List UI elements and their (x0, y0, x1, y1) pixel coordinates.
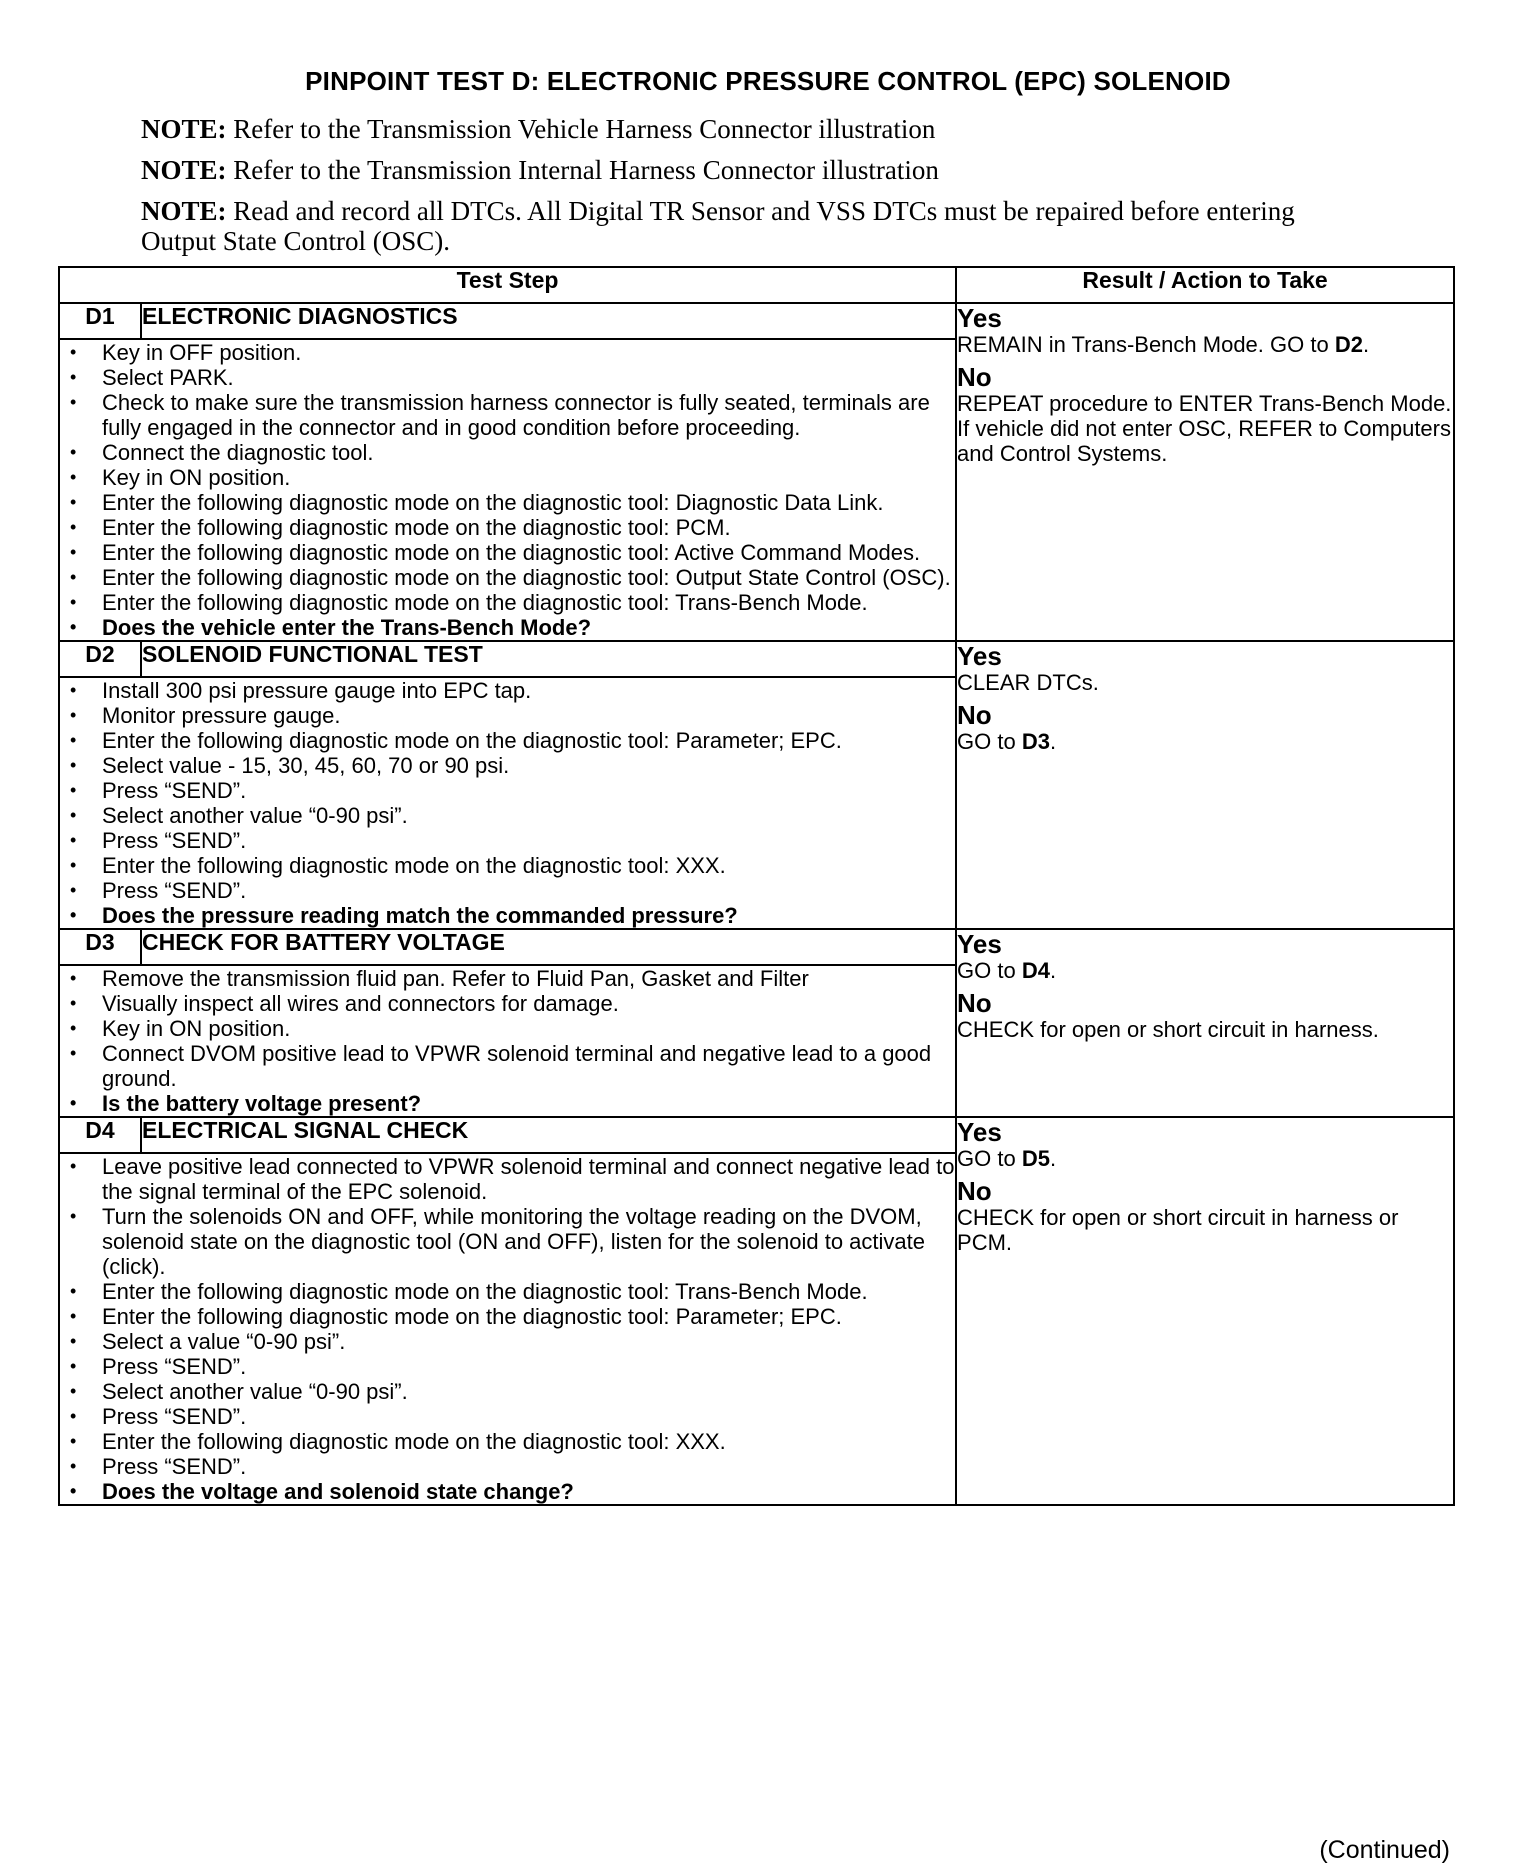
no-action-end: . (1049, 729, 1057, 754)
yes-action (957, 332, 1453, 357)
step-name: ELECTRONIC DIAGNOSTICS (141, 303, 956, 339)
step-instructions (59, 677, 956, 929)
no-action (957, 729, 1453, 754)
no-label: No (957, 1176, 992, 1206)
continued-label: (Continued) (1319, 1836, 1450, 1864)
step-question: • Does the vehicle enter the Trans-Bench Mode? (60, 615, 955, 640)
step-bullet: • Check to make sure the transmission harness connector is fully seated, terminals are fully engaged in the connector and in good condition before proceeding. (60, 390, 955, 440)
no-action (957, 391, 1453, 466)
step-bullet: • Enter the following diagnostic mode on the diagnostic tool: Trans-Bench Mode. (60, 590, 955, 615)
step-result (956, 1117, 1454, 1505)
step-name: ELECTRICAL SIGNAL CHECK (141, 1117, 956, 1153)
note-label: NOTE: (141, 196, 227, 226)
note-text: Refer to the Transmission Internal Harness Connector illustration (233, 155, 939, 185)
test-step-table (58, 266, 1455, 1506)
step-title-row (59, 1117, 1454, 1153)
header-result: Result / Action to Take (956, 267, 1454, 303)
table-header-row (59, 267, 1454, 303)
step-bullet-list (60, 966, 955, 1116)
no-action-text: CHECK for open or short circuit in harness or PCM. (957, 1205, 1399, 1255)
no-action (957, 1205, 1453, 1255)
steps-body (59, 303, 1454, 1505)
note-3 (141, 196, 1321, 256)
yes-action (957, 1146, 1453, 1171)
yes-label: Yes (957, 1117, 1002, 1147)
yes-action-text: GO to (957, 1146, 1016, 1171)
step-bullet: • Enter the following diagnostic mode on the diagnostic tool: Trans-Bench Mode. (60, 1279, 955, 1304)
step-id: D2 (59, 641, 141, 677)
step-name: SOLENOID FUNCTIONAL TEST (141, 641, 956, 677)
step-bullet: • Key in ON position. (60, 465, 955, 490)
yes-step-ref: D5 (1021, 1146, 1050, 1171)
step-bullet: • Press “SEND”. (60, 878, 955, 903)
step-bullet: • Enter the following diagnostic mode on the diagnostic tool: Parameter; EPC. (60, 728, 955, 753)
yes-step-ref: D4 (1021, 958, 1050, 983)
step-bullet: • Install 300 psi pressure gauge into EPC tap. (60, 678, 955, 703)
step-bullet: • Press “SEND”. (60, 1404, 955, 1429)
step-id: D4 (59, 1117, 141, 1153)
note-1 (141, 114, 1321, 144)
yes-action-text: GO to (957, 958, 1016, 983)
step-bullet: • Press “SEND”. (60, 1354, 955, 1379)
no-label: No (957, 988, 992, 1018)
step-result (956, 929, 1454, 1117)
step-bullet: • Press “SEND”. (60, 778, 955, 803)
step-bullet-list (60, 678, 955, 928)
note-text: Refer to the Transmission Vehicle Harness Connector illustration (233, 114, 936, 144)
yes-label: Yes (957, 303, 1002, 333)
step-bullet: • Select PARK. (60, 365, 955, 390)
step-instructions (59, 339, 956, 641)
step-bullet: • Connect the diagnostic tool. (60, 440, 955, 465)
step-bullet: • Enter the following diagnostic mode on the diagnostic tool: PCM. (60, 515, 955, 540)
step-bullet: • Key in ON position. (60, 1016, 955, 1041)
step-bullet: • Enter the following diagnostic mode on the diagnostic tool: Active Command Modes. (60, 540, 955, 565)
step-bullet: • Key in OFF position. (60, 340, 955, 365)
step-id: D1 (59, 303, 141, 339)
step-bullet: • Leave positive lead connected to VPWR solenoid terminal and connect negative lead to the signal terminal of the EPC solenoid. (60, 1154, 955, 1204)
note-2 (141, 155, 1321, 185)
page-title: PINPOINT TEST D: ELECTRONIC PRESSURE CONTROL (EPC) SOLENOID (305, 66, 1231, 96)
no-action-text: GO to (957, 729, 1016, 754)
yes-label: Yes (957, 929, 1002, 959)
yes-label: Yes (957, 641, 1002, 671)
step-bullet: • Turn the solenoids ON and OFF, while monitoring the voltage reading on the DVOM, solenoid state on the diagnostic tool (ON and OFF), listen for the solenoid to activate (click). (60, 1204, 955, 1279)
header-test-step: Test Step (59, 267, 956, 303)
step-bullet: • Press “SEND”. (60, 828, 955, 853)
step-question: • Does the voltage and solenoid state change? (60, 1479, 955, 1504)
yes-action (957, 670, 1453, 695)
step-question: • Is the battery voltage present? (60, 1091, 955, 1116)
step-bullet-list (60, 1154, 955, 1504)
step-result (956, 303, 1454, 641)
step-bullet: • Press “SEND”. (60, 1454, 955, 1479)
step-bullet: • Monitor pressure gauge. (60, 703, 955, 728)
no-action-text: REPEAT procedure to ENTER Trans-Bench Mode. If vehicle did not enter OSC, REFER to Computers and Control Systems. (957, 391, 1452, 466)
step-bullet: • Select value - 15, 30, 45, 60, 70 or 90 psi. (60, 753, 955, 778)
yes-action-end: . (1049, 958, 1057, 983)
step-bullet: • Enter the following diagnostic mode on the diagnostic tool: Parameter; EPC. (60, 1304, 955, 1329)
note-label: NOTE: (141, 114, 227, 144)
note-text: Read and record all DTCs. All Digital TR Sensor and VSS DTCs must be repaired before entering Output State Control (OSC). (141, 196, 1295, 256)
yes-action (957, 958, 1453, 983)
no-action (957, 1017, 1453, 1042)
step-bullet: • Visually inspect all wires and connectors for damage. (60, 991, 955, 1016)
yes-action-end: . (1049, 1146, 1057, 1171)
no-label: No (957, 362, 992, 392)
no-step-ref: D3 (1021, 729, 1050, 754)
yes-action-text: CLEAR DTCs. (957, 670, 1099, 695)
step-bullet: • Select another value “0-90 psi”. (60, 1379, 955, 1404)
step-instructions (59, 965, 956, 1117)
step-bullet-list (60, 340, 955, 640)
step-bullet: • Enter the following diagnostic mode on the diagnostic tool: Diagnostic Data Link. (60, 490, 955, 515)
no-action-text: CHECK for open or short circuit in harness. (957, 1017, 1379, 1042)
step-bullet: • Remove the transmission fluid pan. Refer to Fluid Pan, Gasket and Filter (60, 966, 955, 991)
yes-step-ref: D2 (1334, 332, 1363, 357)
note-label: NOTE: (141, 155, 227, 185)
step-bullet: • Connect DVOM positive lead to VPWR solenoid terminal and negative lead to a good ground. (60, 1041, 955, 1091)
step-bullet: • Enter the following diagnostic mode on the diagnostic tool: XXX. (60, 1429, 955, 1454)
yes-action-text: REMAIN in Trans-Bench Mode. GO to (957, 332, 1329, 357)
step-title-row (59, 641, 1454, 677)
step-instructions (59, 1153, 956, 1505)
step-title-row (59, 303, 1454, 339)
step-bullet: • Select a value “0-90 psi”. (60, 1329, 955, 1354)
step-id: D3 (59, 929, 141, 965)
step-question: • Does the pressure reading match the commanded pressure? (60, 903, 955, 928)
step-name: CHECK FOR BATTERY VOLTAGE (141, 929, 956, 965)
step-bullet: • Select another value “0-90 psi”. (60, 803, 955, 828)
step-title-row (59, 929, 1454, 965)
no-label: No (957, 700, 992, 730)
step-result (956, 641, 1454, 929)
step-bullet: • Enter the following diagnostic mode on the diagnostic tool: Output State Control (OSC). (60, 565, 955, 590)
yes-action-end: . (1362, 332, 1370, 357)
step-bullet: • Enter the following diagnostic mode on the diagnostic tool: XXX. (60, 853, 955, 878)
